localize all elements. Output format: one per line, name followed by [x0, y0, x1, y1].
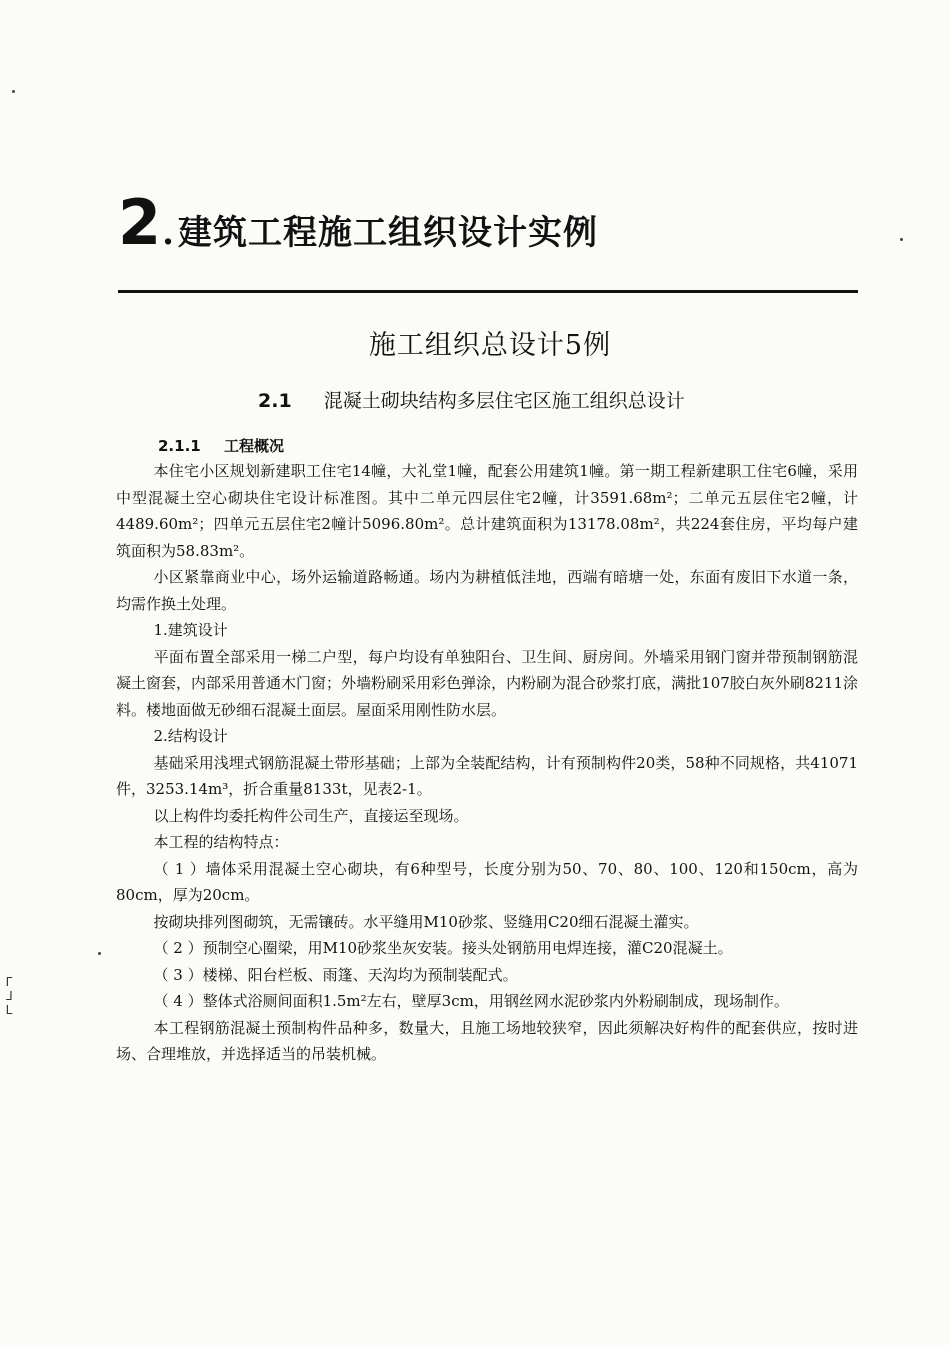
- scan-speck: [900, 238, 903, 241]
- paragraph-architecture: 平面布置全部采用一梯二户型，每户均设有单独阳台、卫生间、厨房间。外墙采用钢门窗并带预制钢筋混凝土窗套，内部采用普通木门窗；外墙粉刷采用彩色弹涂，内粉刷为混合砂浆打底，满批107胶白灰外刷8211涂料。楼地面做无砂细石混凝土面层。屋面采用刚性防水层。: [116, 647, 858, 719]
- heading-rule: [118, 290, 858, 293]
- paragraph-supply: 以上构件均委托构件公司生产，直接运至现场。: [153, 806, 469, 825]
- subsection-heading: [158, 435, 284, 456]
- chapter-dot: .: [162, 213, 174, 253]
- subsection-title: 工程概况: [223, 437, 284, 455]
- paragraph-masonry: 按砌块排列图砌筑，无需镶砖。水平缝用M10砂浆、竖缝用C20细石混凝土灌实。: [153, 912, 699, 931]
- feature-item-4: （ 4 ）整体式浴厕间面积1.5m²左右，壁厚3cm，用钢丝网水泥砂浆内外粉刷制成，现场制作。: [153, 992, 789, 1010]
- paragraph-conclusion: 本工程钢筋混凝土预制构件品种多，数量大，且施工场地较狭窄，因此须解决好构件的配套供应，按时进场、合理堆放，并选择适当的吊装机械。: [116, 1018, 858, 1063]
- feature-item-3: （ 3 ）楼梯、阳台栏板、雨篷、天沟均为预制装配式。: [153, 965, 518, 984]
- scan-speck: [98, 952, 101, 955]
- section-heading: [258, 386, 685, 413]
- feature-item-1: （ 1 ）墙体采用混凝土空心砌块，有6种型号，长度分别为50、70、80、100、120和150cm，高为80cm，厚为20cm。: [116, 859, 858, 904]
- paragraph-overview: 本住宅小区规划新建职工住宅14幢，大礼堂1幢，配套公用建筑1幢。第一期工程新建职工住宅6幢，采用中型混凝土空心砌块住宅设计标准图。其中二单元四层住宅2幢，计3591.68m²；二单元五层住宅2幢，计4489.60m²；四单元五层住宅2幢计5096.80m²。总计建筑面积为13178.08m²，共224套住房，平均每户建筑面积为58.83m²。: [116, 462, 858, 560]
- heading-structure: 2.结构设计: [153, 727, 228, 745]
- section-number: 2.1: [258, 390, 292, 412]
- heading-architecture: 1.建筑设计: [153, 621, 228, 639]
- paragraph-site: 小区紧靠商业中心，场外运输道路畅通。场内为耕植低洼地，西端有暗塘一处，东面有废旧下水道一条，均需作换土处理。: [116, 568, 858, 613]
- paragraph-features-intro: 本工程的结构特点：: [153, 833, 289, 851]
- feature-item-2: （ 2 ）预制空心圈梁，用M10砂浆坐灰安装。接头处钢筋用电焊连接，灌C20混凝土。: [153, 939, 733, 957]
- part-subtitle: 施工组织总设计5例: [368, 330, 612, 361]
- margin-mark: ᒥᒧᒪ: [2, 975, 16, 1017]
- chapter-heading: [118, 186, 598, 259]
- subsection-number: 2.1.1: [158, 437, 201, 455]
- chapter-number: 2: [118, 186, 161, 259]
- chapter-title: 建筑工程施工组织设计实例: [177, 213, 598, 253]
- scan-speck: [12, 90, 15, 93]
- paragraph-structure: 基础采用浅埋式钢筋混凝土带形基础；上部为全装配结构，计有预制构件20类，58种不同规格，共41071件，3253.14m³，折合重量8133t，见表2-1。: [116, 753, 858, 798]
- body-text: [116, 458, 858, 1068]
- section-title: 混凝土砌块结构多层住宅区施工组织总设计: [323, 390, 685, 412]
